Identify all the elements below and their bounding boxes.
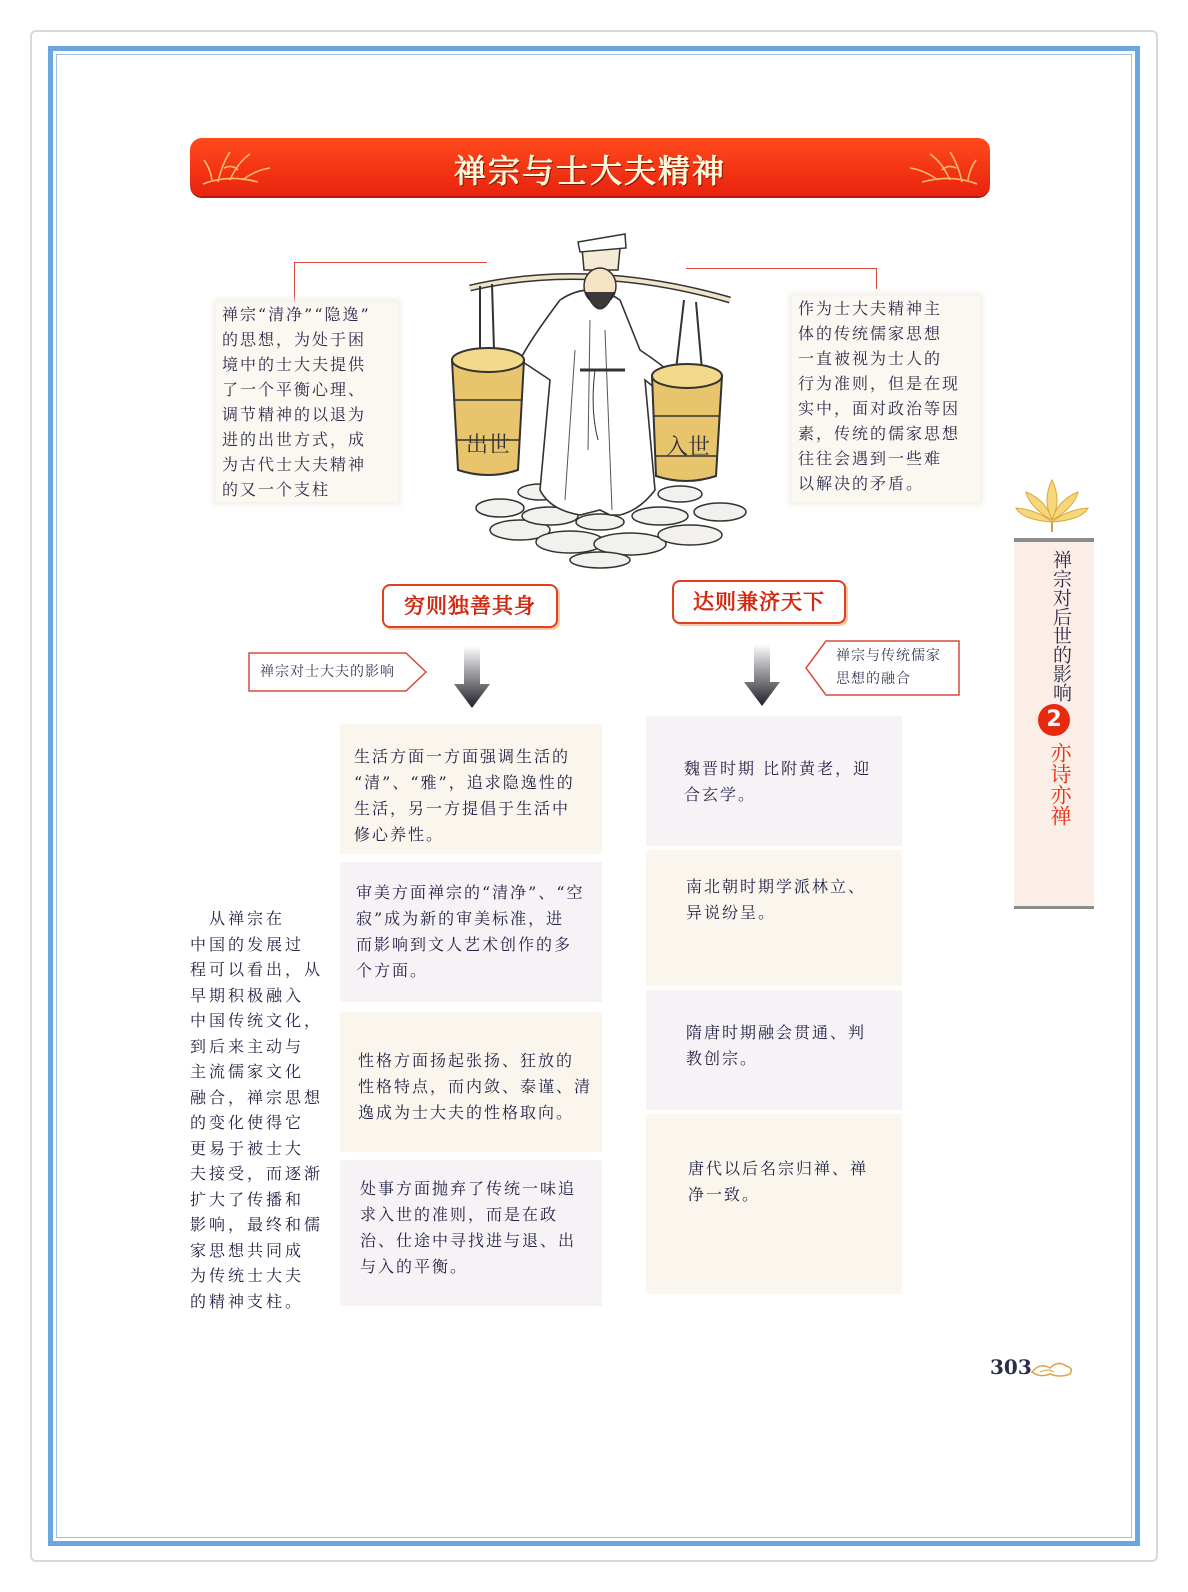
text-line: 中国传统文化， — [190, 1011, 324, 1030]
text-line: 个方面。 — [356, 961, 429, 980]
scholar-illustration — [440, 230, 780, 570]
chapter-title: 禅宗对后世的影响 — [1050, 550, 1072, 702]
text-line: 早期积极融入 — [190, 985, 305, 1005]
page-number: 303 — [990, 1355, 1032, 1379]
tag-line: 禅宗与传统儒家 — [836, 648, 941, 664]
tag-right-text — [836, 645, 941, 691]
fusion-suitang-text — [686, 1020, 866, 1072]
cloud-ornament-icon — [1030, 1358, 1074, 1380]
text-line: 修心养性。 — [354, 825, 445, 844]
text-line: 唐代以后名宗归禅、禅 — [688, 1159, 869, 1178]
note-line: 实中，面对政治等因 — [798, 399, 961, 418]
bucket-label-right: 入世 — [666, 435, 711, 460]
note-line: 了一个平衡心理、 — [222, 380, 367, 399]
text-line: 家思想共同成 — [190, 1240, 305, 1260]
text-line: 中国的发展过 — [190, 934, 305, 954]
influence-life-text — [354, 744, 575, 848]
fusion-tang-after-text — [688, 1156, 868, 1208]
down-arrow-left-icon — [452, 646, 492, 710]
influence-character-text — [358, 1048, 592, 1126]
text-line: 魏晋时期 比附黄老，迎 — [684, 759, 872, 778]
title-banner — [190, 138, 990, 196]
chapter-number-badge: 2 — [1038, 704, 1070, 736]
text-line: 逸成为士大夫的性格取向。 — [358, 1103, 575, 1122]
note-line: 以解决的矛盾。 — [798, 474, 925, 493]
chapter-side-tab — [1014, 538, 1094, 909]
influence-aesthetic-text — [356, 880, 585, 984]
tag-left-text: 禅宗对士大夫的影响 — [260, 664, 395, 680]
text-line: 性格特点，而内敛、泰谨、清 — [358, 1077, 593, 1096]
note-line: 为古代士大夫精神 — [222, 455, 367, 474]
pill-right: 达则兼济天下 — [672, 580, 846, 624]
fusion-nanbei-text — [686, 874, 866, 926]
text-line: 隋唐时期融会贯通、判 — [686, 1023, 867, 1042]
note-line: 境中的士大夫提供 — [222, 355, 367, 374]
note-line: 的思想，为处于困 — [222, 330, 367, 349]
tab-top-line — [1014, 538, 1094, 542]
lotus-icon — [1012, 470, 1092, 534]
text-line: 影响，最终和儒 — [190, 1215, 324, 1234]
right-intro-note — [792, 296, 980, 502]
left-intro-note — [216, 302, 398, 502]
text-line: 合玄学。 — [684, 785, 757, 804]
note-line: 行为准则，但是在现 — [798, 374, 961, 393]
text-line: 寂”成为新的审美标准，进 — [356, 909, 565, 928]
text-line: 融合，禅宗思想 — [190, 1087, 324, 1107]
text-line: 更易于被士大 — [190, 1138, 305, 1158]
text-line: 性格方面扬起张扬、狂放的 — [358, 1051, 575, 1070]
note-line: 素，传统的儒家思想 — [798, 424, 961, 443]
text-line: 生活，另一方提倡于生活中 — [354, 799, 571, 818]
note-line: 一直被视为士人的 — [798, 349, 943, 368]
text-line: 治、仕途中寻找进与退、出 — [360, 1231, 577, 1250]
text-line: 的精神支柱。 — [190, 1291, 305, 1311]
note-line: 体的传统儒家思想 — [798, 324, 943, 343]
text-line: 从禅宗在 — [190, 909, 286, 928]
down-arrow-right-icon — [742, 644, 782, 708]
text-line: 夫接受，而逐渐 — [190, 1164, 324, 1183]
text-line: 程可以看出，从 — [190, 960, 324, 979]
text-line: 扩大了传播和 — [190, 1189, 305, 1209]
text-line: “清”、“雅”，追求隐逸性的 — [354, 773, 575, 792]
text-line: 到后来主动与 — [190, 1036, 305, 1056]
summary-paragraph — [190, 906, 323, 1314]
text-line: 净一致。 — [688, 1185, 761, 1204]
text-line: 异说纷呈。 — [686, 903, 777, 922]
text-line: 与入的平衡。 — [360, 1257, 469, 1276]
text-line: 求入世的准则，而是在政 — [360, 1205, 559, 1224]
note-line: 调节精神的以退为 — [222, 405, 367, 424]
page-title: 禅宗与士大夫精神 — [453, 152, 726, 190]
text-line: 审美方面禅宗的“清净”、“空 — [356, 883, 585, 902]
text-line: 的变化使得它 — [190, 1113, 305, 1132]
influence-conduct-text — [360, 1176, 576, 1280]
bucket-label-left: 出世 — [466, 433, 511, 458]
text-line: 而影响到文人艺术创作的多 — [356, 935, 573, 954]
section-title: 亦诗亦禅 — [1048, 742, 1072, 826]
lotus-ornament-right-icon — [902, 144, 982, 190]
note-line: 往往会遇到一些难 — [798, 449, 943, 468]
note-line: 进的出世方式，成 — [222, 430, 367, 449]
pill-left: 穷则独善其身 — [382, 584, 558, 628]
tag-line: 思想的融合 — [836, 671, 911, 687]
text-line: 南北朝时期学派林立、 — [686, 877, 867, 896]
note-line: 禅宗“清净”“隐逸” — [222, 305, 371, 324]
text-line: 为传统士大夫 — [190, 1266, 305, 1285]
text-line: 生活方面一方面强调生活的 — [354, 747, 571, 766]
text-line: 处事方面抛弃了传统一味追 — [360, 1179, 577, 1198]
text-line: 教创宗。 — [686, 1049, 759, 1068]
note-line: 作为士大夫精神主 — [798, 299, 943, 318]
text-line: 主流儒家文化 — [190, 1062, 305, 1081]
fusion-weijin-text — [684, 756, 871, 808]
note-line: 的又一个支柱 — [222, 480, 331, 499]
